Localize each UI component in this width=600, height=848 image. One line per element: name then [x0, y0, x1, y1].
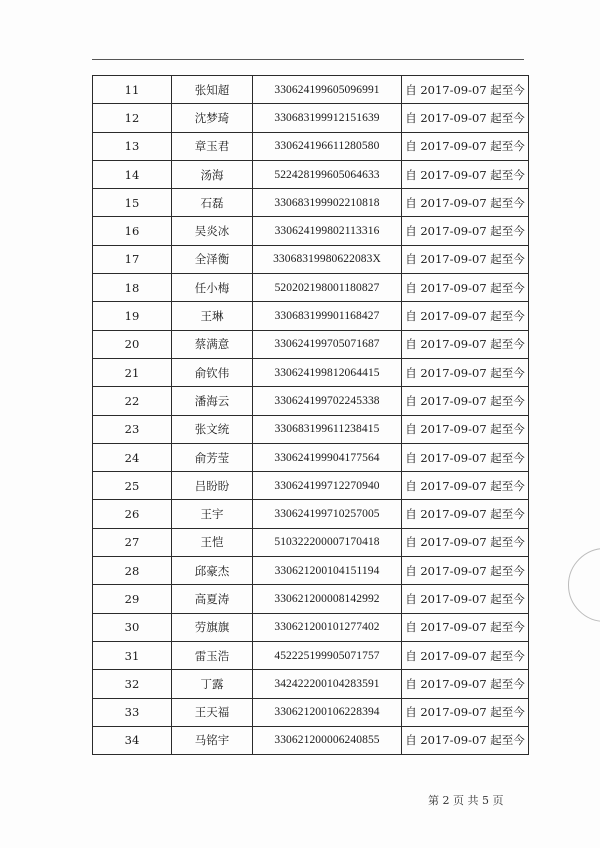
period: 自 2017-09-07 起至今: [402, 585, 529, 613]
row-number: 33: [93, 698, 172, 726]
table-row: [93, 189, 529, 217]
id-number: 330621200104151194: [253, 557, 402, 585]
row-number: 30: [93, 613, 172, 641]
period: 自 2017-09-07 起至今: [402, 528, 529, 556]
person-name: 俞芳莹: [172, 443, 253, 471]
person-name: 张知超: [172, 76, 253, 104]
period: 自 2017-09-07 起至今: [402, 472, 529, 500]
row-number: 12: [93, 104, 172, 132]
id-number: 330624199702245338: [253, 387, 402, 415]
period: 自 2017-09-07 起至今: [402, 443, 529, 471]
id-number: 330624199712270940: [253, 472, 402, 500]
id-number: 330683199901168427: [253, 302, 402, 330]
period: 自 2017-09-07 起至今: [402, 160, 529, 188]
roster-table-body: [93, 76, 529, 755]
person-name: 劳旗旗: [172, 613, 253, 641]
row-number: 23: [93, 415, 172, 443]
period: 自 2017-09-07 起至今: [402, 387, 529, 415]
period: 自 2017-09-07 起至今: [402, 330, 529, 358]
person-name: 任小梅: [172, 274, 253, 302]
table-row: [93, 132, 529, 160]
person-name: 王天福: [172, 698, 253, 726]
roster-table: [92, 75, 529, 755]
person-name: 汤海: [172, 160, 253, 188]
person-name: 高夏涛: [172, 585, 253, 613]
id-number: 330624199605096991: [253, 76, 402, 104]
period: 自 2017-09-07 起至今: [402, 726, 529, 754]
table-row: [93, 500, 529, 528]
person-name: 吕盼盼: [172, 472, 253, 500]
id-number: 520202198001180827: [253, 274, 402, 302]
id-number: 330621200101277402: [253, 613, 402, 641]
row-number: 24: [93, 443, 172, 471]
period: 自 2017-09-07 起至今: [402, 613, 529, 641]
id-number: 510322200007170418: [253, 528, 402, 556]
person-name: 潘海云: [172, 387, 253, 415]
id-number: 330683199611238415: [253, 415, 402, 443]
id-number: 330683199902210818: [253, 189, 402, 217]
period: 自 2017-09-07 起至今: [402, 132, 529, 160]
id-number: 330624199710257005: [253, 500, 402, 528]
row-number: 34: [93, 726, 172, 754]
id-number: 330624199904177564: [253, 443, 402, 471]
row-number: 14: [93, 160, 172, 188]
period: 自 2017-09-07 起至今: [402, 500, 529, 528]
row-number: 31: [93, 641, 172, 669]
table-row: [93, 274, 529, 302]
header-rule: [92, 59, 524, 60]
row-number: 13: [93, 132, 172, 160]
period: 自 2017-09-07 起至今: [402, 670, 529, 698]
id-number: 330624199812064415: [253, 358, 402, 386]
id-number: 330624199802113316: [253, 217, 402, 245]
person-name: 邱豪杰: [172, 557, 253, 585]
row-number: 20: [93, 330, 172, 358]
period: 自 2017-09-07 起至今: [402, 217, 529, 245]
period: 自 2017-09-07 起至今: [402, 245, 529, 273]
table-row: [93, 245, 529, 273]
table-row: [93, 415, 529, 443]
person-name: 蔡满意: [172, 330, 253, 358]
table-row: [93, 557, 529, 585]
period: 自 2017-09-07 起至今: [402, 302, 529, 330]
person-name: 沈梦琦: [172, 104, 253, 132]
row-number: 32: [93, 670, 172, 698]
person-name: 雷玉浩: [172, 641, 253, 669]
period: 自 2017-09-07 起至今: [402, 274, 529, 302]
period: 自 2017-09-07 起至今: [402, 358, 529, 386]
row-number: 15: [93, 189, 172, 217]
id-number: 522428199605064633: [253, 160, 402, 188]
id-number: 330621200008142992: [253, 585, 402, 613]
table-row: [93, 104, 529, 132]
person-name: 王恺: [172, 528, 253, 556]
table-row: [93, 387, 529, 415]
id-number: 33068319980622083X: [253, 245, 402, 273]
row-number: 19: [93, 302, 172, 330]
row-number: 18: [93, 274, 172, 302]
id-number: 330683199912151639: [253, 104, 402, 132]
table-row: [93, 358, 529, 386]
period: 自 2017-09-07 起至今: [402, 104, 529, 132]
period: 自 2017-09-07 起至今: [402, 415, 529, 443]
row-number: 29: [93, 585, 172, 613]
table-row: [93, 641, 529, 669]
period: 自 2017-09-07 起至今: [402, 698, 529, 726]
period: 自 2017-09-07 起至今: [402, 76, 529, 104]
person-name: 章玉君: [172, 132, 253, 160]
table-row: [93, 613, 529, 641]
table-row: [93, 698, 529, 726]
person-name: 丁露: [172, 670, 253, 698]
page-number: 第 2 页 共 5 页: [428, 794, 504, 807]
person-name: 马铭宇: [172, 726, 253, 754]
row-number: 17: [93, 245, 172, 273]
row-number: 11: [93, 76, 172, 104]
row-number: 22: [93, 387, 172, 415]
row-number: 21: [93, 358, 172, 386]
id-number: 330621200006240855: [253, 726, 402, 754]
id-number: 330624196611280580: [253, 132, 402, 160]
stamp-seal: [568, 548, 600, 622]
id-number: 330624199705071687: [253, 330, 402, 358]
table-row: [93, 726, 529, 754]
table-row: [93, 585, 529, 613]
row-number: 28: [93, 557, 172, 585]
id-number: 330621200106228394: [253, 698, 402, 726]
table-row: [93, 160, 529, 188]
table-row: [93, 670, 529, 698]
table-row: [93, 443, 529, 471]
person-name: 石磊: [172, 189, 253, 217]
period: 自 2017-09-07 起至今: [402, 557, 529, 585]
person-name: 王琳: [172, 302, 253, 330]
person-name: 俞钦伟: [172, 358, 253, 386]
table-row: [93, 302, 529, 330]
row-number: 26: [93, 500, 172, 528]
person-name: 吴炎冰: [172, 217, 253, 245]
person-name: 王宇: [172, 500, 253, 528]
table-row: [93, 472, 529, 500]
id-number: 452225199905071757: [253, 641, 402, 669]
table-row: [93, 217, 529, 245]
period: 自 2017-09-07 起至今: [402, 641, 529, 669]
person-name: 张文统: [172, 415, 253, 443]
table-row: [93, 528, 529, 556]
row-number: 25: [93, 472, 172, 500]
table-row: [93, 76, 529, 104]
table-row: [93, 330, 529, 358]
id-number: 342422200104283591: [253, 670, 402, 698]
row-number: 27: [93, 528, 172, 556]
period: 自 2017-09-07 起至今: [402, 189, 529, 217]
person-name: 全泽衡: [172, 245, 253, 273]
row-number: 16: [93, 217, 172, 245]
